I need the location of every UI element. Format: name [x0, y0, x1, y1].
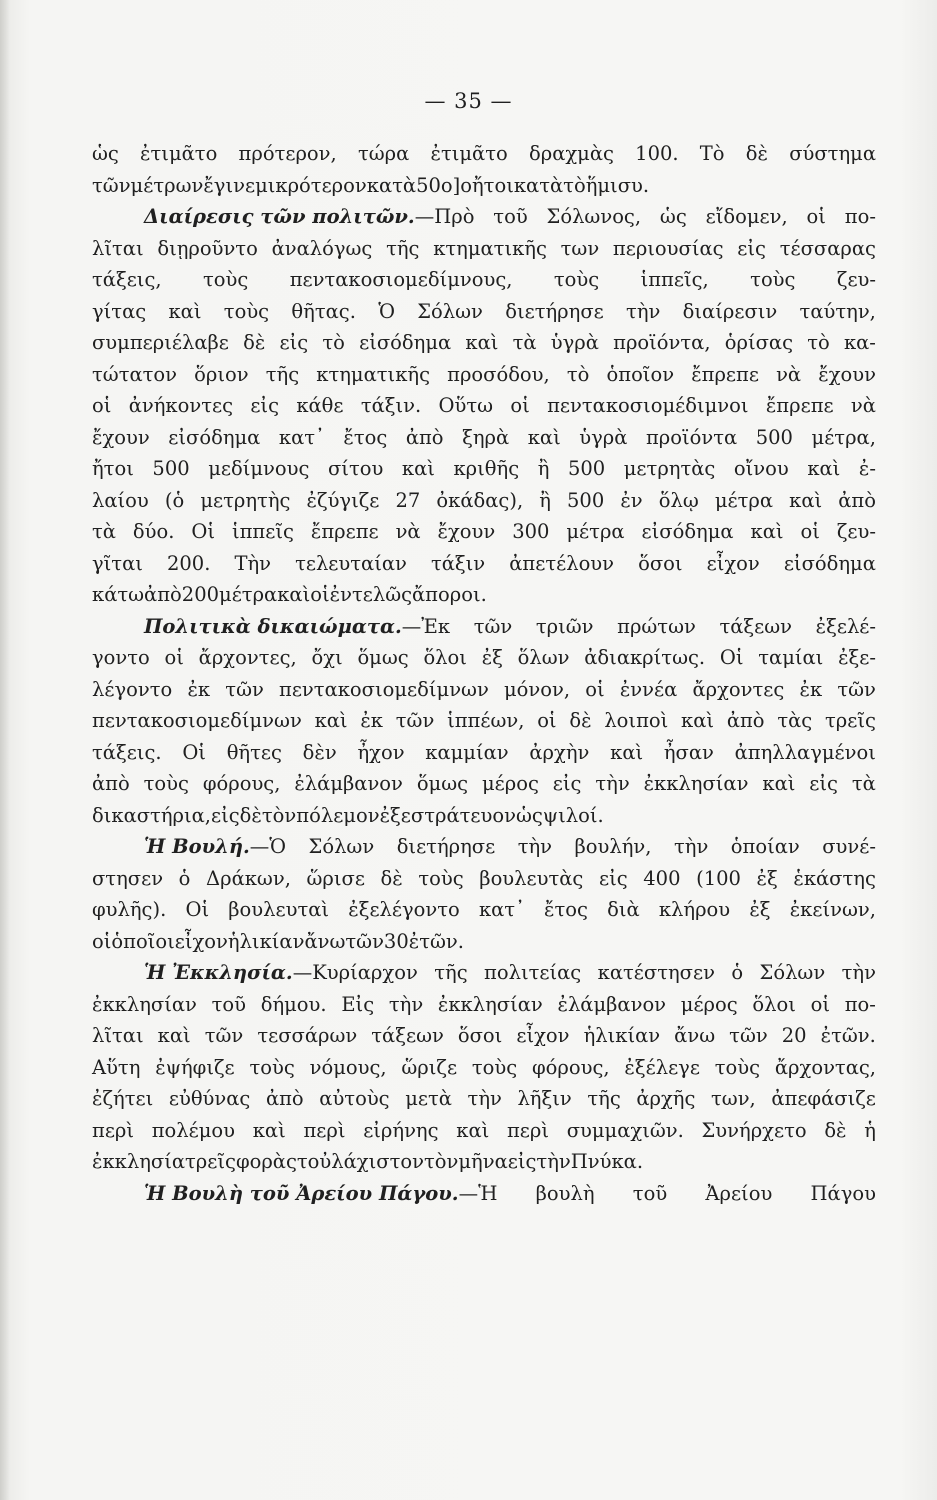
text-line: ἐκκλησίαν τοῦ δήμου. Εἰς τὴν ἐκκλησίαν ἐλάμβανον μέρος ὅλοι οἱ πο- — [92, 992, 876, 1016]
body-text — [92, 138, 876, 1209]
text-line: ἐζήτει εὐθύνας ἀπὸ αὐτοὺς μετὰ τὴν λῆξιν τῆς ἀρχῆς των, ἀπεφάσιζε — [92, 1087, 876, 1110]
page-gutter-shadow — [0, 0, 10, 1500]
text-line: ἤτοι 500 μεδίμνους σίτου καὶ κριθῆς ἢ 500 μετρητὰς οἴνου καὶ ἐ- — [92, 457, 876, 480]
section-heading: Ἡ Βουλὴ τοῦ Ἀρείου Πάγου. — [144, 1181, 459, 1205]
text-line: λαίου (ὁ μετρητὴς ἐζύγιζε 27 ὀκάδας), ἢ 500 ἐν ὅλῳ μέτρα καὶ ἀπὸ — [92, 488, 876, 512]
text-line: λῖται διῃροῦντο ἀναλόγως τῆς κτηματικῆς των περιουσίας εἰς τέσσαρας — [92, 236, 876, 260]
page-number: — 35 — — [424, 89, 513, 113]
text-line: Ἡ Βουλὴ τοῦ Ἀρείου Πάγου.—Ἡ βουλὴ τοῦ Ἀρείου Πάγου — [92, 1178, 876, 1210]
text-line: τάξεις. Οἱ θῆτες δὲν ἦχον καμμίαν ἀρχὴν καὶ ἦσαν ἀπηλλαγμένοι — [92, 740, 876, 764]
section-heading: Ἡ Βουλή. — [144, 835, 250, 858]
text-line: Αὕτη ἐψήφιζε τοὺς νόμους, ὥριζε τοὺς φόρους, ἐξέλεγε τοὺς ἄρχοντας, — [92, 1055, 876, 1079]
text-line: ἀπὸ τοὺς φόρους, ἐλάμβανον ὅμως μέρος εἰς τὴν ἐκκλησίαν καὶ εἰς τὰ — [92, 772, 876, 795]
section-heading: Διαίρεσις τῶν πολιτῶν. — [144, 205, 415, 228]
text-line: τώτατον ὅριον τῆς κτηματικῆς προσόδου, τὸ ὁποῖον ἔπρεπε νὰ ἔχουν — [92, 362, 876, 386]
text-line: ὡς ἐτιμᾶτο πρότερον, τώρα ἐτιμᾶτο δραχμὰς 100. Τὸ δὲ σύστημα — [92, 142, 876, 165]
text-line: γίτας καὶ τοὺς θῆτας. Ὁ Σόλων διετήρησε τὴν διαίρεσιν ταύτην, — [92, 299, 876, 323]
text-line: ἔχουν εἰσόδημα κατ᾽ ἔτος ἀπὸ ξηρὰ καὶ ὑγρὰ προϊόντα 500 μέτρα, — [92, 425, 876, 449]
text-line: ἐκκλησία τρεῖς φορὰς τοὐλάχιστον τὸν μῆνα εἰς τὴν Πνύκα. — [92, 1150, 644, 1173]
section-heading: Πολιτικὰ δικαιώματα. — [144, 614, 402, 638]
text-line: κάτω ἀπὸ 200 μέτρα καὶ οἱ ἐντελῶς ἄποροι. — [92, 583, 487, 606]
text-line: οἱ ὁποῖοι εἶχον ἡλικίαν ἄνω τῶν 30 ἐτῶν. — [92, 929, 464, 953]
text-line: Διαίρεσις τῶν πολιτῶν.—Πρὸ τοῦ Σόλωνος, ὡς εἴδομεν, οἱ πο- — [92, 201, 876, 233]
text-line: δικαστήρια, εἰς δὲ τὸν πόλεμον ἐξεστράτευον ὡς ψιλοί. — [92, 803, 604, 827]
text-line: Ἡ Βουλή.—Ὁ Σόλων διετήρησε τὴν βουλήν, τὴν ὁποίαν συνέ- — [92, 831, 876, 863]
text-line: Ἡ Ἐκκλησία.—Κυρίαρχον τῆς πολιτείας κατέστησεν ὁ Σόλων τὴν — [92, 957, 876, 989]
text-line: περὶ πολέμου καὶ περὶ εἰρήνης καὶ περὶ συμμαχιῶν. Συνήρχετο δὲ ἡ — [92, 1118, 876, 1142]
text-line: στησεν ὁ Δράκων, ὥρισε δὲ τοὺς βουλευτὰς εἰς 400 (100 ἐξ ἑκάστης — [92, 866, 876, 890]
text-line: τῶν μέτρων ἔγινε μικρότερον κατὰ 50 ο]ο ἤτοι κατὰ τὸ ἥμισυ. — [92, 173, 650, 197]
text-line: τὰ δύο. Οἱ ἱππεῖς ἔπρεπε νὰ ἔχουν 300 μέτρα εἰσόδημα καὶ οἱ ζευ- — [92, 520, 876, 543]
text-line: πεντακοσιομεδίμνων καὶ ἐκ τῶν ἱππέων, οἱ δὲ λοιποὶ καὶ ἀπὸ τὰς τρεῖς — [92, 709, 876, 732]
text-line: οἱ ἀνήκοντες εἰς κάθε τάξιν. Οὕτω οἱ πεντακοσιομέδιμνοι ἔπρεπε νὰ — [92, 394, 876, 417]
text-line: φυλῆς). Οἱ βουλευταὶ ἐξελέγοντο κατ᾽ ἔτος διὰ κλήρου ἐξ ἐκείνων, — [92, 898, 876, 921]
text-line: τάξεις, τοὺς πεντακοσιομεδίμνους, τοὺς ἱππεῖς, τοὺς ζευ- — [92, 268, 876, 291]
text-line: συμπεριέλαβε δὲ εἰς τὸ εἰσόδημα καὶ τὰ ὑγρὰ προϊόντα, ὁρίσας τὸ κα- — [92, 331, 876, 354]
text-line: λέγοντο ἐκ τῶν πεντακοσιομεδίμνων μόνον, οἱ ἐννέα ἄρχοντες ἐκ τῶν — [92, 677, 876, 701]
text-line: γῖται 200. Τὴν τελευταίαν τάξιν ἀπετέλουν ὅσοι εἶχον εἰσόδημα — [92, 551, 876, 575]
section-heading: Ἡ Ἐκκλησία. — [144, 961, 293, 984]
text-line: Πολιτικὰ δικαιώματα.—Ἐκ τῶν τριῶν πρώτων τάξεων ἐξελέ- — [92, 611, 876, 643]
text-line: λῖται καὶ τῶν τεσσάρων τάξεων ὅσοι εἶχον ἡλικίαν ἄνω τῶν 20 ἐτῶν. — [92, 1024, 876, 1047]
text-line: γοντο οἱ ἄρχοντες, ὄχι ὅμως ὅλοι ἐξ ὅλων ἀδιακρίτως. Οἱ ταμίαι ἐξε- — [92, 646, 876, 669]
